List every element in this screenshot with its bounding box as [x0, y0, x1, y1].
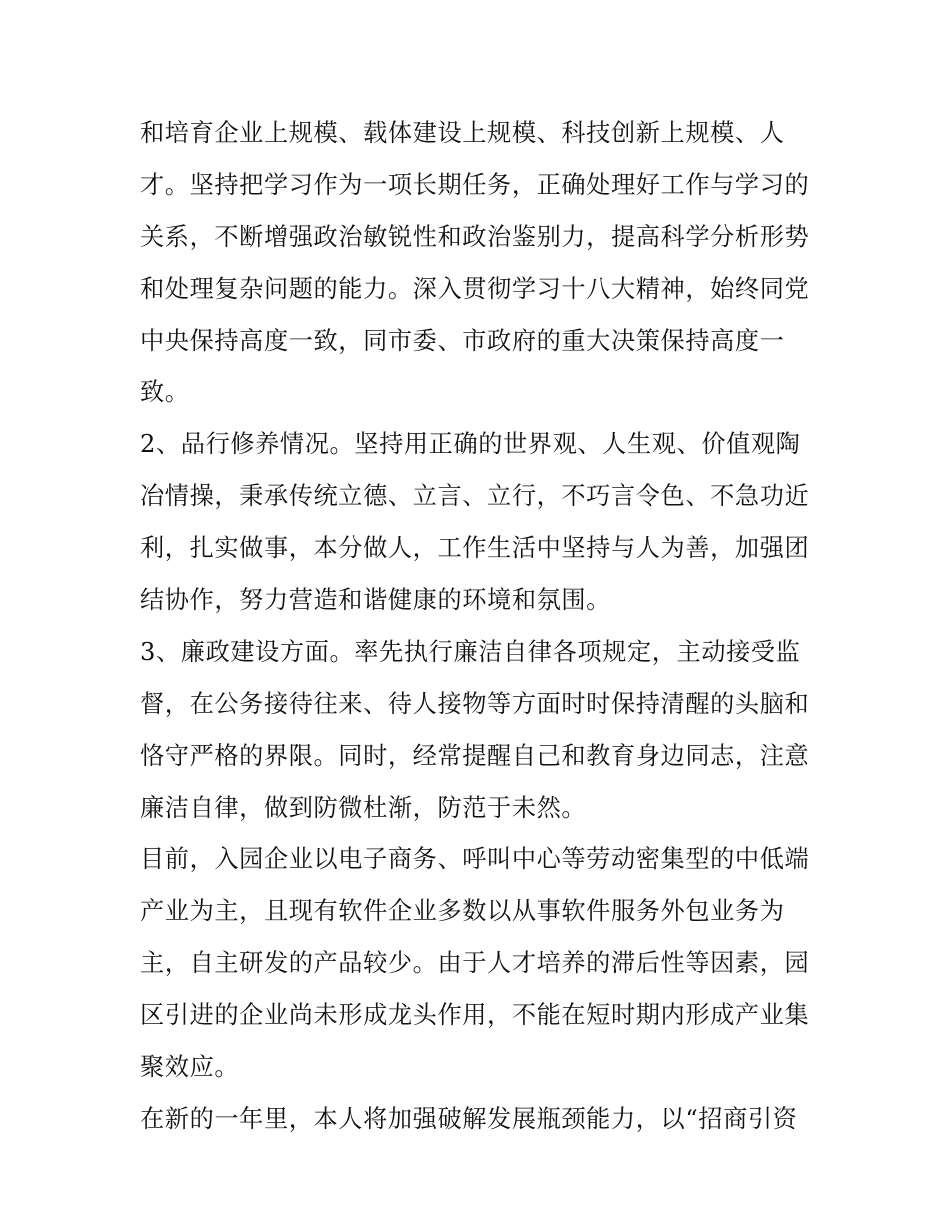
text-line: 利，扎实做事，本分做人，工作生活中坚持与人为善，加强团 — [140, 534, 810, 563]
text-line: 区引进的企业尚未形成龙头作用，不能在短时期内形成产业集 — [140, 1001, 810, 1030]
text-line: 督，在公务接待往来、待人接物等方面时时保持清醒的头脑和 — [140, 689, 810, 718]
text-line: 在新的一年里，本人将加强破解发展瓶颈能力，以“招商引资 — [140, 1104, 798, 1133]
text-line: 结协作，努力营造和谐健康的环境和氛围。 — [140, 586, 611, 615]
text-line: 廉洁自律，做到防微杜渐，防范于未然。 — [140, 793, 587, 822]
text-line: 和处理复杂问题的能力。深入贯彻学习十八大精神，始终同党 — [140, 274, 810, 303]
text-line: 3、廉政建设方面。率先执行廉洁自律各项规定，主动接受监 — [140, 637, 801, 666]
text-line: 聚效应。 — [140, 1053, 240, 1082]
text-line: 才。坚持把学习作为一项长期任务，正确处理好工作与学习的 — [140, 170, 810, 199]
text-line: 主，自主研发的产品较少。由于人才培养的滞后性等因素，园 — [140, 949, 810, 978]
text-line: 恪守严格的界限。同时，经常提醒自己和教育身边同志，注意 — [140, 741, 810, 770]
text-line: 目前，入园企业以电子商务、呼叫中心等劳动密集型的中低端 — [140, 845, 810, 874]
text-line: 2、品行修养情况。坚持用正确的世界观、人生观、价值观陶 — [140, 430, 801, 459]
text-line: 关系，不断增强政治敏锐性和政治鉴别力，提高科学分析形势 — [140, 222, 810, 251]
text-line: 中央保持高度一致，同市委、市政府的重大决策保持高度一 — [140, 326, 785, 355]
text-line: 致。 — [140, 378, 190, 407]
text-line: 和培育企业上规模、载体建设上规模、科技创新上规模、人 — [140, 119, 785, 147]
text-line: 冶情操，秉承传统立德、立言、立行，不巧言令色、不急功近 — [140, 482, 810, 511]
text-line: 产业为主，且现有软件企业多数以从事软件服务外包业务为 — [140, 897, 785, 926]
document-body — [140, 108, 820, 1146]
